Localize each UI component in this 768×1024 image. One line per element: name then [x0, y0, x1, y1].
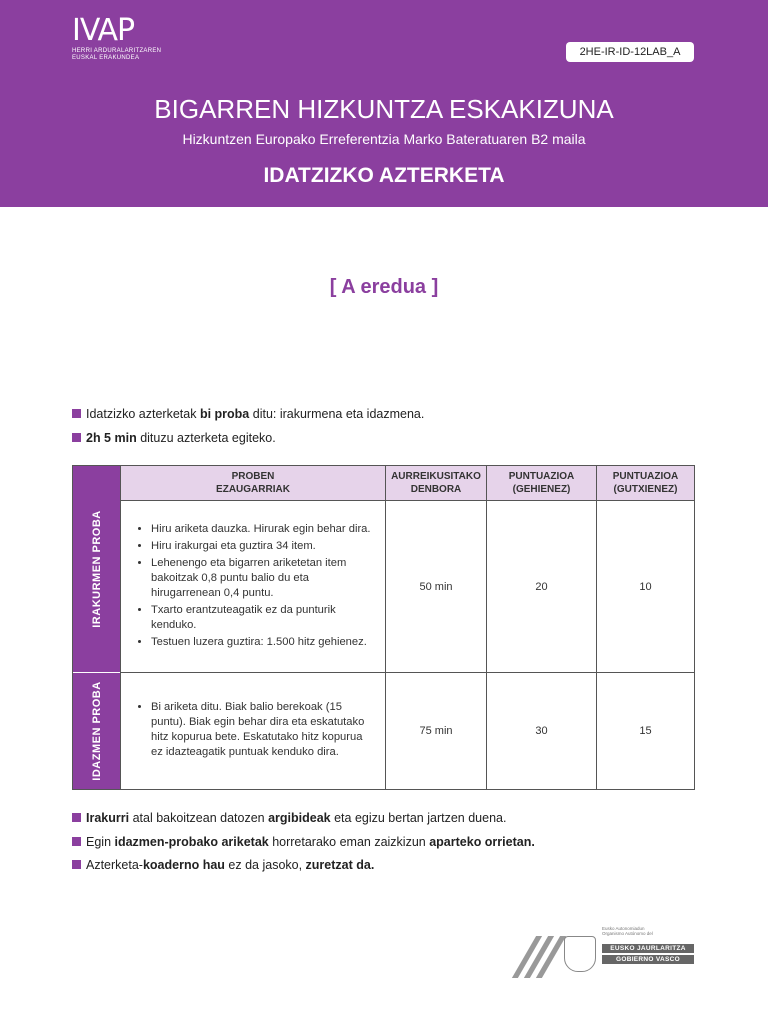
writing-max: 30: [486, 673, 596, 789]
note-bold: Irakurri: [86, 811, 130, 825]
exam-table: [72, 465, 695, 790]
note-text: horretarako eman zaizkizun: [268, 835, 430, 849]
bullet-square-icon: [72, 433, 81, 442]
list-item: • Hiru ariketa dauzka. Hirurak egin behar dira.: [151, 522, 375, 537]
page-title: BIGARREN HIZKUNTZA ESKAKIZUNA: [154, 94, 614, 124]
intro-bold: bi proba: [199, 407, 250, 421]
note-bold: zuretzat da.: [305, 858, 375, 872]
intro-text: ditu: irakurmena eta idazmena.: [249, 407, 425, 421]
logo-sub-2: EUSKAL ERAKUNDEA: [72, 55, 140, 61]
logo-sub-1: HERRI ARDURALARITZAREN: [72, 48, 162, 54]
list-item: • Lehenengo eta bigarren ariketetan item bakoitzak 0,8 puntu balio du eta hirugarrenean 0,4 puntu.: [151, 556, 375, 601]
note-text: ez da jasoko,: [224, 858, 306, 872]
gov-small-line: Organismo Autónomo del: [602, 931, 653, 936]
header-min: [596, 466, 694, 501]
header-text: (GUTXIENEZ): [613, 484, 678, 495]
page-subtitle: Hizkuntzen Europako Erreferentzia Marko Bateratuaren B2 maila: [182, 131, 586, 147]
reading-description: [120, 501, 385, 672]
row-label-writing: [73, 673, 120, 789]
header-max: [486, 466, 596, 501]
writing-bullets: [135, 700, 375, 762]
note-text: atal bakoitzean datozen: [129, 811, 269, 825]
list-item: • Bi ariketa ditu. Biak balio berekoak (15 puntu). Biak egin behar dira eta eskatutako hitz kopurua bete. Eskatutako hitz kopurua ez idazteagatik puntuak kenduko dira.: [151, 700, 375, 760]
header-text: PROBEN: [231, 471, 275, 482]
writing-time: 75 min: [385, 673, 486, 789]
writing-min: 15: [596, 673, 694, 789]
note-bold: aparteko orrietan.: [429, 835, 535, 849]
gov-small-line: Eusko Autonomiadun: [602, 926, 645, 931]
reading-max: 20: [486, 501, 596, 672]
note-text: Azterketa-: [86, 858, 143, 872]
intro-text: dituzu azterketa egiteko.: [136, 431, 276, 445]
header-time: [385, 466, 486, 501]
intro-line-2: [72, 431, 712, 445]
gov-small-text: [602, 926, 653, 936]
intro-text: Idatzizko azterketak: [86, 407, 200, 421]
header-text: EZAUGARRIAK: [216, 484, 290, 495]
note-bold: koaderno hau: [142, 858, 225, 872]
intro-line-1: [72, 407, 712, 421]
list-item: • Testuen luzera guztira: 1.500 hitz gehienez.: [151, 635, 375, 650]
model-label: [ A eredua ]: [329, 276, 439, 298]
note-bold: argibideak: [268, 811, 331, 825]
coat-of-arms-icon: [564, 936, 596, 972]
row-label-reading: [73, 466, 120, 672]
list-item: • Txarto erantzuteagatik ez da punturik kenduko.: [151, 603, 375, 633]
reading-time: 50 min: [385, 501, 486, 672]
bullet-square-icon: [72, 860, 81, 869]
bullet-square-icon: [72, 813, 81, 822]
note-text: Egin: [86, 835, 115, 849]
header-text: DENBORA: [410, 484, 462, 495]
list-item: • Hiru irakurgai eta guztira 34 item.: [151, 539, 375, 554]
header-text: (GEHIENEZ): [512, 484, 571, 495]
gov-bar-1: EUSKO JAURLARITZA: [602, 944, 694, 953]
basque-government-logo: [514, 922, 704, 978]
reading-min: 10: [596, 501, 694, 672]
header-features: [120, 466, 385, 501]
note-2: [72, 835, 535, 849]
note-3: [72, 858, 374, 872]
note-1: [72, 811, 506, 825]
gov-bar-2: GOBIERNO VASCO: [602, 955, 694, 964]
ivap-logo: [72, 13, 162, 62]
logo-text: IVAP: [72, 13, 135, 48]
bullet-square-icon: [72, 837, 81, 846]
writing-description: [120, 673, 385, 789]
row-label-text: IRAKURMEN PROBA: [90, 510, 103, 628]
header-text: PUNTUAZIOA: [612, 471, 679, 482]
row-label-text: IDAZMEN PROBA: [90, 681, 103, 781]
intro-bold: 2h 5 min: [86, 431, 137, 445]
exam-title: IDATZIZKO AZTERKETA: [263, 164, 505, 187]
header-text: AURREIKUSITAKO: [391, 471, 481, 482]
reading-bullets: [135, 522, 375, 652]
page-header: [0, 0, 768, 207]
exam-code-badge: 2HE-IR-ID-12LAB_A: [566, 42, 694, 62]
header-text: PUNTUAZIOA: [508, 471, 575, 482]
note-bold: idazmen-probako ariketak: [114, 835, 269, 849]
note-text: eta egizu bertan jartzen duena.: [330, 811, 507, 825]
bullet-square-icon: [72, 409, 81, 418]
